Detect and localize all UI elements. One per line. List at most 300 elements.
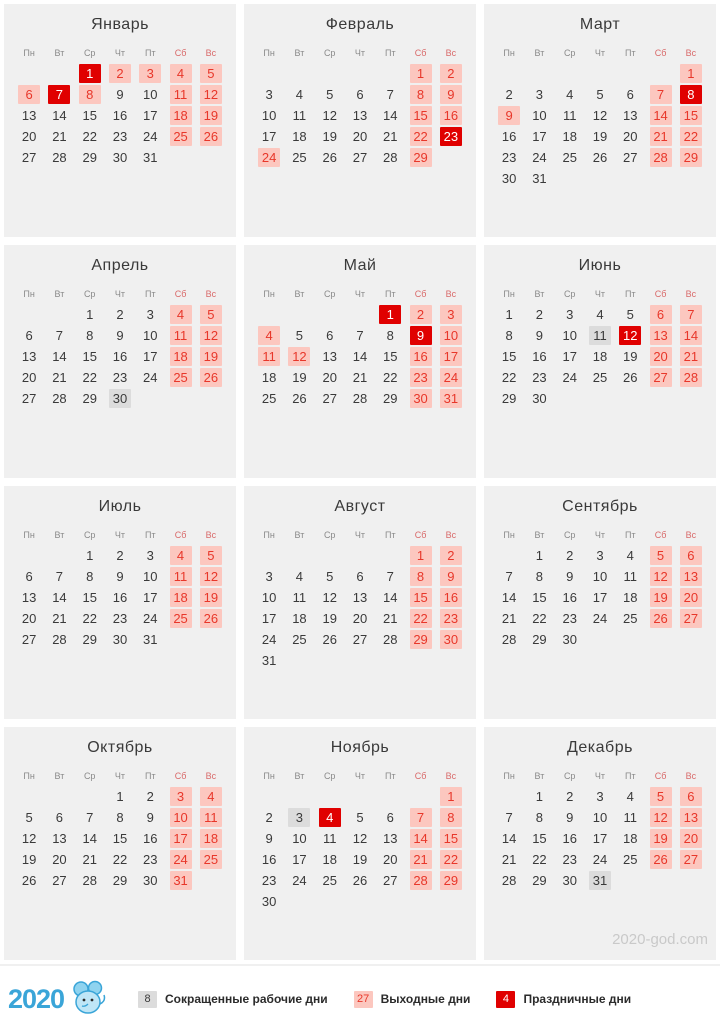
day-cell[interactable]: [676, 367, 706, 388]
day-cell[interactable]: [345, 828, 375, 849]
day-cell[interactable]: [254, 84, 284, 105]
day-cell[interactable]: [676, 325, 706, 346]
day-cell[interactable]: [436, 608, 466, 629]
day-cell[interactable]: [645, 367, 675, 388]
day-cell[interactable]: [585, 870, 615, 891]
day-cell[interactable]: [105, 63, 135, 84]
day-cell[interactable]: [284, 587, 314, 608]
day-cell[interactable]: [44, 367, 74, 388]
day-cell[interactable]: [284, 105, 314, 126]
day-cell[interactable]: [14, 587, 44, 608]
day-cell[interactable]: [135, 545, 165, 566]
day-cell[interactable]: [436, 629, 466, 650]
day-cell[interactable]: [105, 566, 135, 587]
day-cell[interactable]: [585, 608, 615, 629]
day-cell[interactable]: [75, 388, 105, 409]
day-cell[interactable]: [436, 587, 466, 608]
day-cell[interactable]: [44, 587, 74, 608]
day-cell[interactable]: [75, 63, 105, 84]
day-cell[interactable]: [615, 807, 645, 828]
day-cell[interactable]: [615, 566, 645, 587]
day-cell[interactable]: [524, 807, 554, 828]
day-cell[interactable]: [165, 870, 195, 891]
day-cell[interactable]: [14, 807, 44, 828]
day-cell[interactable]: [315, 126, 345, 147]
day-cell[interactable]: [436, 367, 466, 388]
day-cell[interactable]: [524, 84, 554, 105]
day-cell[interactable]: [345, 807, 375, 828]
day-cell[interactable]: [165, 587, 195, 608]
day-cell[interactable]: [315, 870, 345, 891]
day-cell[interactable]: [405, 828, 435, 849]
day-cell[interactable]: [676, 346, 706, 367]
day-cell[interactable]: [645, 84, 675, 105]
day-cell[interactable]: [555, 849, 585, 870]
day-cell[interactable]: [375, 304, 405, 325]
day-cell[interactable]: [405, 849, 435, 870]
day-cell[interactable]: [44, 807, 74, 828]
day-cell[interactable]: [585, 346, 615, 367]
day-cell[interactable]: [405, 346, 435, 367]
day-cell[interactable]: [436, 849, 466, 870]
day-cell[interactable]: [375, 147, 405, 168]
day-cell[interactable]: [524, 828, 554, 849]
day-cell[interactable]: [645, 786, 675, 807]
day-cell[interactable]: [254, 126, 284, 147]
day-cell[interactable]: [165, 367, 195, 388]
day-cell[interactable]: [165, 786, 195, 807]
day-cell[interactable]: [14, 84, 44, 105]
day-cell[interactable]: [615, 608, 645, 629]
day-cell[interactable]: [75, 84, 105, 105]
day-cell[interactable]: [135, 786, 165, 807]
day-cell[interactable]: [615, 84, 645, 105]
day-cell[interactable]: [75, 807, 105, 828]
day-cell[interactable]: [44, 346, 74, 367]
day-cell[interactable]: [645, 828, 675, 849]
day-cell[interactable]: [555, 346, 585, 367]
day-cell[interactable]: [105, 367, 135, 388]
day-cell[interactable]: [14, 629, 44, 650]
day-cell[interactable]: [645, 807, 675, 828]
day-cell[interactable]: [494, 849, 524, 870]
day-cell[interactable]: [315, 367, 345, 388]
day-cell[interactable]: [615, 367, 645, 388]
day-cell[interactable]: [44, 870, 74, 891]
day-cell[interactable]: [494, 870, 524, 891]
day-cell[interactable]: [105, 870, 135, 891]
day-cell[interactable]: [645, 608, 675, 629]
day-cell[interactable]: [585, 84, 615, 105]
day-cell[interactable]: [375, 849, 405, 870]
day-cell[interactable]: [254, 325, 284, 346]
day-cell[interactable]: [375, 346, 405, 367]
day-cell[interactable]: [555, 304, 585, 325]
day-cell[interactable]: [524, 388, 554, 409]
day-cell[interactable]: [165, 566, 195, 587]
day-cell[interactable]: [315, 346, 345, 367]
day-cell[interactable]: [75, 367, 105, 388]
day-cell[interactable]: [375, 388, 405, 409]
day-cell[interactable]: [494, 629, 524, 650]
day-cell[interactable]: [345, 849, 375, 870]
day-cell[interactable]: [196, 786, 226, 807]
day-cell[interactable]: [676, 126, 706, 147]
day-cell[interactable]: [524, 849, 554, 870]
day-cell[interactable]: [14, 849, 44, 870]
day-cell[interactable]: [75, 587, 105, 608]
day-cell[interactable]: [165, 346, 195, 367]
day-cell[interactable]: [284, 388, 314, 409]
day-cell[interactable]: [14, 346, 44, 367]
day-cell[interactable]: [165, 126, 195, 147]
day-cell[interactable]: [524, 367, 554, 388]
day-cell[interactable]: [524, 304, 554, 325]
day-cell[interactable]: [345, 367, 375, 388]
day-cell[interactable]: [135, 84, 165, 105]
day-cell[interactable]: [105, 325, 135, 346]
day-cell[interactable]: [345, 608, 375, 629]
day-cell[interactable]: [196, 84, 226, 105]
day-cell[interactable]: [676, 608, 706, 629]
day-cell[interactable]: [196, 105, 226, 126]
day-cell[interactable]: [524, 870, 554, 891]
day-cell[interactable]: [75, 828, 105, 849]
day-cell[interactable]: [284, 325, 314, 346]
day-cell[interactable]: [196, 545, 226, 566]
day-cell[interactable]: [494, 105, 524, 126]
day-cell[interactable]: [524, 786, 554, 807]
day-cell[interactable]: [615, 587, 645, 608]
day-cell[interactable]: [75, 105, 105, 126]
day-cell[interactable]: [345, 587, 375, 608]
day-cell[interactable]: [615, 325, 645, 346]
day-cell[interactable]: [585, 545, 615, 566]
day-cell[interactable]: [196, 608, 226, 629]
day-cell[interactable]: [676, 84, 706, 105]
day-cell[interactable]: [676, 304, 706, 325]
day-cell[interactable]: [315, 566, 345, 587]
day-cell[interactable]: [75, 870, 105, 891]
day-cell[interactable]: [375, 84, 405, 105]
day-cell[interactable]: [375, 870, 405, 891]
day-cell[interactable]: [284, 126, 314, 147]
day-cell[interactable]: [254, 388, 284, 409]
day-cell[interactable]: [105, 84, 135, 105]
day-cell[interactable]: [555, 807, 585, 828]
day-cell[interactable]: [615, 304, 645, 325]
day-cell[interactable]: [196, 126, 226, 147]
day-cell[interactable]: [585, 807, 615, 828]
day-cell[interactable]: [555, 786, 585, 807]
day-cell[interactable]: [14, 566, 44, 587]
day-cell[interactable]: [105, 849, 135, 870]
day-cell[interactable]: [14, 608, 44, 629]
day-cell[interactable]: [345, 388, 375, 409]
day-cell[interactable]: [315, 587, 345, 608]
day-cell[interactable]: [375, 367, 405, 388]
day-cell[interactable]: [585, 786, 615, 807]
day-cell[interactable]: [315, 105, 345, 126]
day-cell[interactable]: [196, 587, 226, 608]
day-cell[interactable]: [44, 105, 74, 126]
day-cell[interactable]: [105, 786, 135, 807]
day-cell[interactable]: [494, 325, 524, 346]
day-cell[interactable]: [494, 587, 524, 608]
day-cell[interactable]: [315, 807, 345, 828]
day-cell[interactable]: [165, 325, 195, 346]
day-cell[interactable]: [75, 545, 105, 566]
day-cell[interactable]: [676, 147, 706, 168]
day-cell[interactable]: [165, 807, 195, 828]
day-cell[interactable]: [75, 325, 105, 346]
day-cell[interactable]: [524, 566, 554, 587]
day-cell[interactable]: [135, 304, 165, 325]
day-cell[interactable]: [494, 84, 524, 105]
day-cell[interactable]: [615, 126, 645, 147]
day-cell[interactable]: [284, 147, 314, 168]
day-cell[interactable]: [676, 807, 706, 828]
day-cell[interactable]: [555, 545, 585, 566]
day-cell[interactable]: [405, 388, 435, 409]
day-cell[interactable]: [494, 566, 524, 587]
day-cell[interactable]: [405, 807, 435, 828]
day-cell[interactable]: [315, 629, 345, 650]
day-cell[interactable]: [44, 629, 74, 650]
day-cell[interactable]: [436, 388, 466, 409]
day-cell[interactable]: [375, 828, 405, 849]
day-cell[interactable]: [555, 147, 585, 168]
day-cell[interactable]: [405, 587, 435, 608]
day-cell[interactable]: [345, 105, 375, 126]
day-cell[interactable]: [44, 388, 74, 409]
day-cell[interactable]: [75, 629, 105, 650]
day-cell[interactable]: [196, 807, 226, 828]
day-cell[interactable]: [196, 304, 226, 325]
day-cell[interactable]: [676, 849, 706, 870]
day-cell[interactable]: [345, 84, 375, 105]
day-cell[interactable]: [254, 828, 284, 849]
day-cell[interactable]: [494, 126, 524, 147]
day-cell[interactable]: [44, 566, 74, 587]
day-cell[interactable]: [105, 105, 135, 126]
day-cell[interactable]: [585, 367, 615, 388]
day-cell[interactable]: [135, 367, 165, 388]
day-cell[interactable]: [284, 870, 314, 891]
day-cell[interactable]: [105, 608, 135, 629]
day-cell[interactable]: [436, 786, 466, 807]
day-cell[interactable]: [405, 566, 435, 587]
day-cell[interactable]: [315, 84, 345, 105]
day-cell[interactable]: [196, 828, 226, 849]
day-cell[interactable]: [135, 807, 165, 828]
day-cell[interactable]: [105, 126, 135, 147]
day-cell[interactable]: [645, 105, 675, 126]
day-cell[interactable]: [44, 828, 74, 849]
day-cell[interactable]: [405, 84, 435, 105]
day-cell[interactable]: [105, 545, 135, 566]
day-cell[interactable]: [555, 828, 585, 849]
day-cell[interactable]: [284, 629, 314, 650]
day-cell[interactable]: [315, 849, 345, 870]
day-cell[interactable]: [405, 545, 435, 566]
day-cell[interactable]: [494, 346, 524, 367]
day-cell[interactable]: [135, 629, 165, 650]
day-cell[interactable]: [105, 807, 135, 828]
day-cell[interactable]: [254, 587, 284, 608]
day-cell[interactable]: [75, 346, 105, 367]
day-cell[interactable]: [254, 891, 284, 912]
day-cell[interactable]: [345, 629, 375, 650]
day-cell[interactable]: [615, 147, 645, 168]
day-cell[interactable]: [14, 367, 44, 388]
day-cell[interactable]: [44, 147, 74, 168]
day-cell[interactable]: [555, 367, 585, 388]
day-cell[interactable]: [196, 63, 226, 84]
day-cell[interactable]: [405, 367, 435, 388]
day-cell[interactable]: [254, 849, 284, 870]
day-cell[interactable]: [615, 105, 645, 126]
day-cell[interactable]: [284, 84, 314, 105]
day-cell[interactable]: [585, 147, 615, 168]
day-cell[interactable]: [645, 147, 675, 168]
day-cell[interactable]: [405, 325, 435, 346]
day-cell[interactable]: [405, 63, 435, 84]
day-cell[interactable]: [254, 629, 284, 650]
day-cell[interactable]: [494, 608, 524, 629]
day-cell[interactable]: [254, 346, 284, 367]
day-cell[interactable]: [165, 608, 195, 629]
day-cell[interactable]: [524, 346, 554, 367]
day-cell[interactable]: [436, 545, 466, 566]
day-cell[interactable]: [436, 807, 466, 828]
day-cell[interactable]: [284, 367, 314, 388]
day-cell[interactable]: [14, 126, 44, 147]
day-cell[interactable]: [135, 849, 165, 870]
day-cell[interactable]: [555, 566, 585, 587]
day-cell[interactable]: [436, 828, 466, 849]
day-cell[interactable]: [585, 828, 615, 849]
day-cell[interactable]: [645, 545, 675, 566]
day-cell[interactable]: [284, 849, 314, 870]
day-cell[interactable]: [585, 566, 615, 587]
day-cell[interactable]: [105, 147, 135, 168]
day-cell[interactable]: [524, 126, 554, 147]
day-cell[interactable]: [135, 63, 165, 84]
day-cell[interactable]: [44, 126, 74, 147]
day-cell[interactable]: [135, 566, 165, 587]
day-cell[interactable]: [585, 325, 615, 346]
day-cell[interactable]: [135, 587, 165, 608]
day-cell[interactable]: [75, 566, 105, 587]
day-cell[interactable]: [135, 608, 165, 629]
day-cell[interactable]: [44, 608, 74, 629]
day-cell[interactable]: [494, 168, 524, 189]
day-cell[interactable]: [375, 126, 405, 147]
day-cell[interactable]: [494, 304, 524, 325]
day-cell[interactable]: [75, 608, 105, 629]
day-cell[interactable]: [135, 828, 165, 849]
day-cell[interactable]: [375, 587, 405, 608]
day-cell[interactable]: [676, 545, 706, 566]
day-cell[interactable]: [105, 828, 135, 849]
day-cell[interactable]: [524, 629, 554, 650]
day-cell[interactable]: [615, 849, 645, 870]
day-cell[interactable]: [436, 84, 466, 105]
day-cell[interactable]: [135, 147, 165, 168]
day-cell[interactable]: [375, 566, 405, 587]
day-cell[interactable]: [254, 147, 284, 168]
day-cell[interactable]: [524, 545, 554, 566]
day-cell[interactable]: [14, 870, 44, 891]
day-cell[interactable]: [105, 587, 135, 608]
day-cell[interactable]: [645, 849, 675, 870]
day-cell[interactable]: [436, 63, 466, 84]
day-cell[interactable]: [196, 346, 226, 367]
day-cell[interactable]: [196, 849, 226, 870]
day-cell[interactable]: [345, 870, 375, 891]
day-cell[interactable]: [315, 325, 345, 346]
day-cell[interactable]: [494, 367, 524, 388]
day-cell[interactable]: [254, 807, 284, 828]
day-cell[interactable]: [676, 566, 706, 587]
day-cell[interactable]: [165, 545, 195, 566]
day-cell[interactable]: [436, 325, 466, 346]
day-cell[interactable]: [676, 828, 706, 849]
day-cell[interactable]: [436, 346, 466, 367]
day-cell[interactable]: [75, 147, 105, 168]
day-cell[interactable]: [494, 147, 524, 168]
day-cell[interactable]: [405, 608, 435, 629]
day-cell[interactable]: [494, 388, 524, 409]
day-cell[interactable]: [105, 346, 135, 367]
day-cell[interactable]: [436, 126, 466, 147]
day-cell[interactable]: [135, 325, 165, 346]
day-cell[interactable]: [14, 828, 44, 849]
day-cell[interactable]: [405, 147, 435, 168]
day-cell[interactable]: [524, 587, 554, 608]
day-cell[interactable]: [585, 105, 615, 126]
day-cell[interactable]: [615, 828, 645, 849]
day-cell[interactable]: [555, 84, 585, 105]
day-cell[interactable]: [196, 367, 226, 388]
day-cell[interactable]: [375, 629, 405, 650]
day-cell[interactable]: [315, 388, 345, 409]
day-cell[interactable]: [105, 304, 135, 325]
day-cell[interactable]: [645, 566, 675, 587]
day-cell[interactable]: [645, 126, 675, 147]
day-cell[interactable]: [585, 304, 615, 325]
day-cell[interactable]: [345, 325, 375, 346]
day-cell[interactable]: [165, 63, 195, 84]
day-cell[interactable]: [555, 587, 585, 608]
day-cell[interactable]: [284, 346, 314, 367]
day-cell[interactable]: [615, 346, 645, 367]
day-cell[interactable]: [345, 126, 375, 147]
day-cell[interactable]: [135, 346, 165, 367]
day-cell[interactable]: [494, 807, 524, 828]
day-cell[interactable]: [436, 566, 466, 587]
day-cell[interactable]: [315, 608, 345, 629]
day-cell[interactable]: [345, 346, 375, 367]
day-cell[interactable]: [436, 105, 466, 126]
day-cell[interactable]: [135, 870, 165, 891]
day-cell[interactable]: [284, 608, 314, 629]
day-cell[interactable]: [284, 828, 314, 849]
day-cell[interactable]: [315, 828, 345, 849]
day-cell[interactable]: [165, 849, 195, 870]
day-cell[interactable]: [524, 147, 554, 168]
